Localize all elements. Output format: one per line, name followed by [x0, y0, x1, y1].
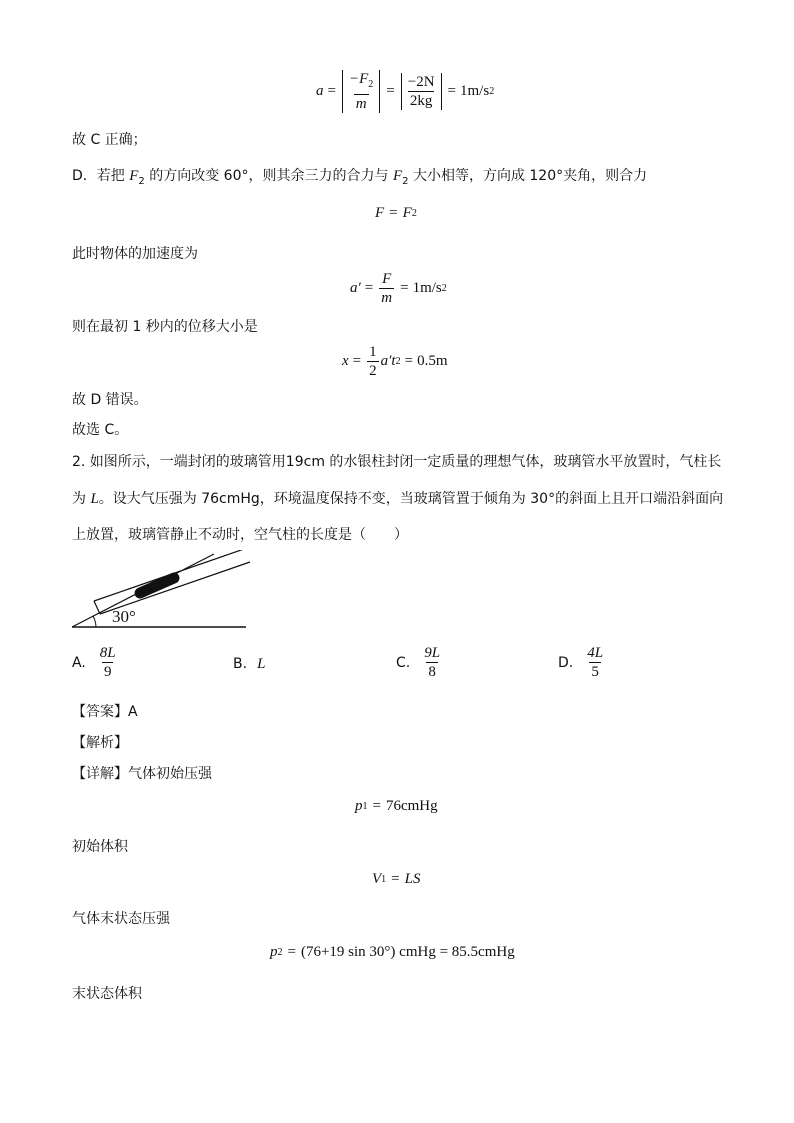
option-b[interactable] [233, 654, 265, 674]
line-initial-volume: 初始体积 [72, 839, 128, 855]
eq-a-abs1 [342, 70, 380, 113]
mercury-column [140, 578, 174, 593]
line-d-part3: 大小相等，方向成 120°夹角，则合力 [408, 168, 648, 184]
eq-x-lhs: x [342, 353, 349, 369]
eq-a-den1: m [355, 96, 367, 112]
eq-a-num2: −2N [407, 74, 435, 90]
line-d-wrong: 故 D 错误。 [72, 392, 148, 408]
eq-x-rhs: 0.5m [417, 353, 448, 369]
option-a-letter: A. [72, 654, 86, 671]
question-2-line1: 2. 如图所示，一端封闭的玻璃管用19cm 的水银柱封闭一定质量的理想气体，玻璃管水平放置时，气柱长 [72, 454, 722, 470]
eq-p2-rhs: (76+19 sin 30°) cmHg = 85.5cmHg [300, 944, 515, 960]
equation-p1: p 1 = 76cmHg [355, 798, 438, 814]
line-end-volume: 末状态体积 [72, 986, 142, 1002]
eq-p2-lhs: p [270, 944, 278, 960]
eq-p2-sub: 2 [277, 947, 283, 958]
eq-a-rhs-sup: 2 [489, 86, 495, 97]
equation-v1: V 1 = LS [372, 871, 421, 887]
eq-a-den2: 2kg [409, 93, 433, 109]
q2-line2b: 。设大气压强为 76cmHg，环境温度保持不变，当玻璃管置于倾角为 30°的斜面上且开口端沿斜面向 [98, 491, 724, 507]
equation-displacement: x = $\frac{1}{2}$ a′t 2 = 0.5m [342, 344, 448, 379]
eq-F-sub: 2 [411, 208, 417, 219]
analysis-heading: 【解析】 [72, 735, 128, 751]
line-choose-c: 故选 C。 [72, 422, 129, 438]
eq-p1-sub: 1 [362, 801, 368, 812]
option-c-num: 9L [424, 645, 441, 661]
angle-arc [93, 616, 96, 627]
eq-a2-num: F [382, 271, 392, 287]
eq-a-num1-sub: 2 [368, 79, 374, 90]
option-d-num: 4L [587, 645, 604, 661]
eq-x-sup: 2 [395, 356, 401, 367]
eq-F-rhs: F [402, 205, 412, 221]
line-displacement: 则在最初 1 秒内的位移大小是 [72, 319, 258, 335]
eq-F-lhs: F [375, 205, 385, 221]
eq-x-num: 1 [369, 344, 377, 360]
option-c[interactable] [396, 644, 444, 681]
eq-x-den: 2 [369, 363, 377, 379]
eq-v1-lhs: V [372, 871, 382, 887]
option-d-letter: D. [558, 654, 574, 671]
option-a-den: 9 [103, 664, 112, 680]
option-a-num: 8L [99, 645, 116, 661]
equation-acceleration: a = $\frac{-F_2}{m}$ = $\frac{-2N}{2kg}$ = 1m/s 2 [316, 71, 495, 112]
eq-v1-sub: 1 [381, 874, 387, 885]
equation-a-prime: a′ = $\frac{F}{m}$ = 1m/s 2 [350, 271, 447, 306]
eq-a2-den: m [381, 290, 393, 306]
line-d [72, 166, 647, 192]
eq-a-abs2 [401, 73, 442, 110]
eq-a-lhs: a [316, 83, 324, 99]
eq-x-mid: a′t [380, 353, 396, 369]
question-2-line2 [72, 489, 723, 509]
line-d-F2: F [392, 168, 403, 184]
eq-p1-lhs: p [355, 798, 363, 814]
eq-a2-rhs: 1m/s [412, 280, 442, 296]
option-b-letter: B. [233, 656, 248, 672]
line-end-pressure: 气体末状态压强 [72, 911, 170, 927]
eq-v1-rhs: LS [404, 871, 421, 887]
equation-p2: p 2 = (76+19 sin 30°) cmHg = 85.5cmHg [270, 944, 515, 960]
answer-line: 【答案】A [72, 704, 138, 720]
option-d[interactable] [558, 644, 607, 681]
line-c-correct: 故 C 正确； [72, 132, 147, 148]
equation-net-force: F = F 2 [375, 205, 417, 221]
eq-a2-lhs: a′ [350, 280, 361, 296]
detail-line: 【详解】气体初始压强 [72, 766, 212, 782]
line-d-part1: D．若把 [72, 168, 130, 184]
eq-p1-rhs: 76cmHg [385, 798, 438, 814]
incline-tube-diagram [68, 550, 253, 632]
question-2-line3: 上放置，玻璃管静止不动时，空气柱的长度是（ ） [72, 527, 408, 543]
tube-closed-end [94, 601, 100, 614]
line-d-sub: 2 [138, 175, 145, 187]
option-a[interactable] [72, 644, 120, 681]
eq-a-num1: −F [348, 71, 369, 87]
option-b-text: L [257, 656, 266, 672]
option-c-letter: C. [396, 654, 411, 671]
line-acceleration: 此时物体的加速度为 [72, 246, 198, 262]
q2-line2-L: L [90, 491, 99, 507]
option-c-den: 8 [428, 664, 436, 680]
option-d-den: 5 [591, 664, 599, 680]
line-d-part2: 的方向改变 60°，则其余三力的合力与 [144, 168, 393, 184]
line-d-sub2: 2 [402, 175, 409, 187]
angle-label: 30° [112, 607, 136, 626]
q2-line2a: 为 [72, 491, 91, 507]
eq-a2-sup: 2 [441, 283, 447, 294]
line-d-F: F [129, 168, 139, 184]
eq-a-rhs: 1m/s [460, 83, 490, 99]
